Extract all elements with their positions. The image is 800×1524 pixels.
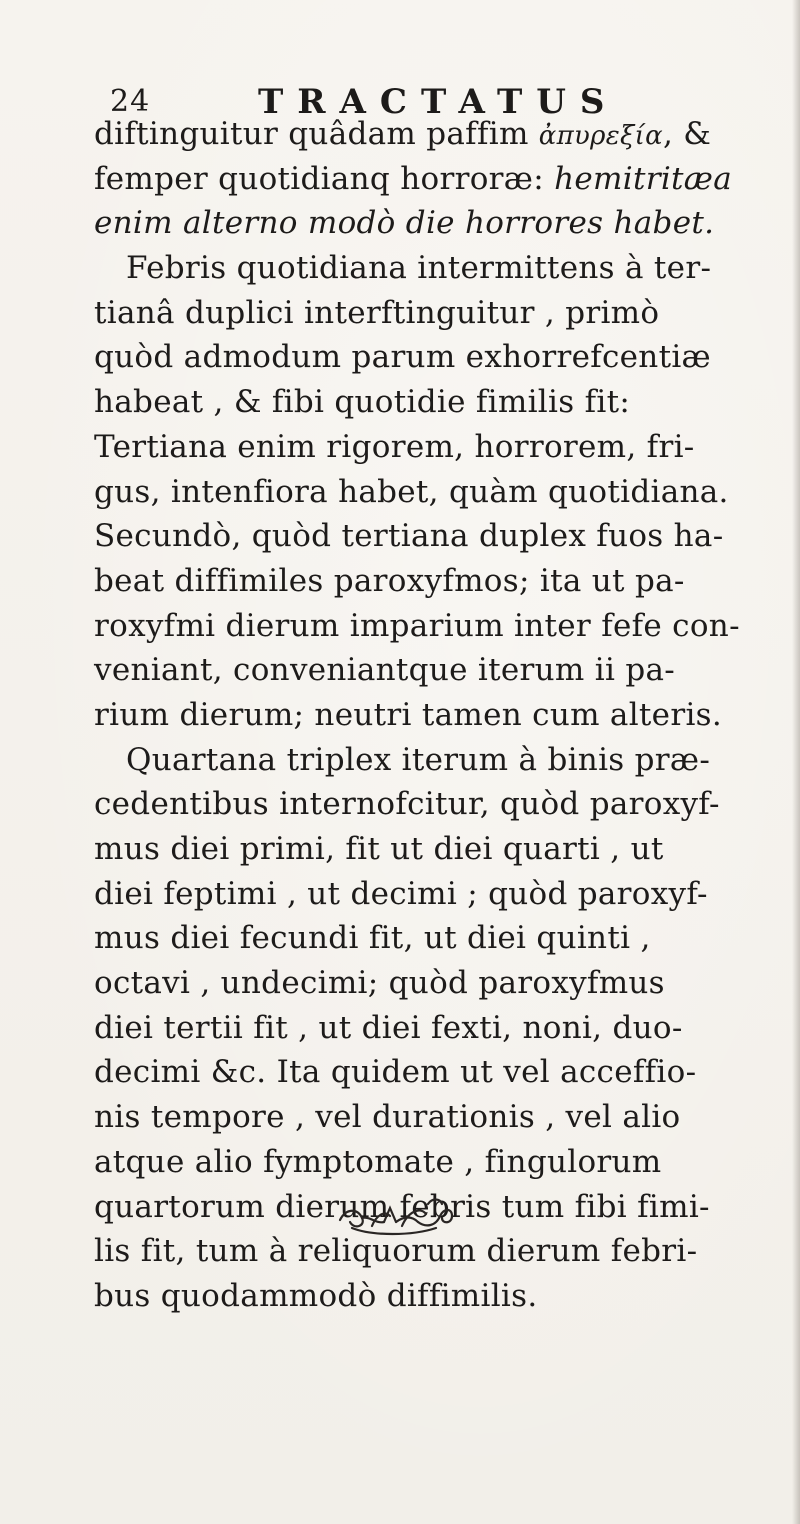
line-text: diei tertii fit , ut diei fexti, noni, duo- xyxy=(94,1009,683,1046)
text-line xyxy=(94,112,714,157)
line-text: femper quotidianq horroræ: xyxy=(94,160,555,197)
line-text: mus diei primi, fit ut diei quarti , ut xyxy=(94,831,664,867)
line-text: roxyfmi dierum imparium inter fefe con- xyxy=(94,607,740,644)
text-line xyxy=(94,1140,714,1185)
line-text: cedentibus internofcitur, quòd paroxyf- xyxy=(94,786,720,823)
running-title: TRACTATUS xyxy=(258,82,619,122)
text-line xyxy=(94,157,733,202)
line-text: quartorum dierum febris tum fibi fimi- xyxy=(94,1188,710,1225)
text-line xyxy=(94,1095,714,1140)
line-text: tianâ duplici interftinguitur , primò xyxy=(94,294,660,331)
text-line xyxy=(94,1050,714,1095)
line-text: diftinguitur quâdam paffim xyxy=(94,116,539,152)
line-text: gus, intenfiora habet, quàm quotidiana. xyxy=(94,473,729,510)
text-line xyxy=(94,648,714,693)
greek-word: ἀπυρεξία xyxy=(538,121,663,151)
line-text: diei feptimi , ut decimi ; quòd paroxyf- xyxy=(94,875,708,912)
text-line xyxy=(94,201,714,246)
line-text: beat diffimiles paroxyfmos; ita ut pa- xyxy=(94,562,685,599)
line-text: quòd admodum parum exhorrefcentiæ xyxy=(94,339,711,376)
line-text: Quartana triplex iterum à binis præ- xyxy=(126,741,711,778)
italic-text: enim alterno modò die horrores habet. xyxy=(94,205,715,242)
floral-tailpiece-ornament-icon xyxy=(332,1186,458,1240)
text-line xyxy=(94,1274,714,1319)
text-line xyxy=(94,425,714,470)
page-number: 24 xyxy=(110,84,151,119)
line-text: rium dierum; neutri tamen cum alteris. xyxy=(94,696,723,733)
line-text: decimi &c. Ita quidem ut vel acceffio- xyxy=(94,1054,697,1091)
line-text: Tertiana enim rigorem, horrorem, fri- xyxy=(94,428,695,465)
italic-text: hemitritæa xyxy=(554,160,733,197)
line-text: atque alio fymptomate , fingulorum xyxy=(94,1143,662,1180)
line-text: nis tempore , vel durationis , vel alio xyxy=(94,1099,681,1136)
text-line xyxy=(94,470,729,515)
text-line xyxy=(94,738,714,783)
text-line xyxy=(94,961,714,1006)
line-text: , & xyxy=(662,116,712,152)
text-line xyxy=(94,1006,714,1051)
body-text xyxy=(94,112,740,1319)
line-text: octavi , undecimi; quòd paroxyfmus xyxy=(94,965,665,1002)
page-edge-shadow xyxy=(792,0,800,1524)
text-line xyxy=(94,872,714,917)
text-line xyxy=(94,291,714,336)
text-line xyxy=(94,827,714,872)
text-line xyxy=(94,604,740,649)
text-line xyxy=(94,916,714,961)
line-text: Secundò, quòd tertiana duplex fuos ha- xyxy=(94,518,724,555)
line-text: veniant, conveniantque iterum ii pa- xyxy=(94,652,676,689)
line-text: bus quodammodò diffimilis. xyxy=(94,1277,538,1314)
text-line xyxy=(94,380,714,425)
text-line xyxy=(94,559,714,604)
text-line xyxy=(94,782,720,827)
line-text: Febris quotidiana intermittens à ter- xyxy=(126,250,712,287)
line-text: habeat , & fibi quotidie fimilis fit: xyxy=(94,384,631,421)
line-text: lis fit, tum à reliquorum dierum febri- xyxy=(94,1233,698,1270)
text-line xyxy=(94,335,714,380)
line-text: mus diei fecundi fit, ut diei quinti , xyxy=(94,920,651,957)
text-line xyxy=(94,514,724,559)
text-line xyxy=(94,246,714,291)
text-line xyxy=(94,693,723,738)
